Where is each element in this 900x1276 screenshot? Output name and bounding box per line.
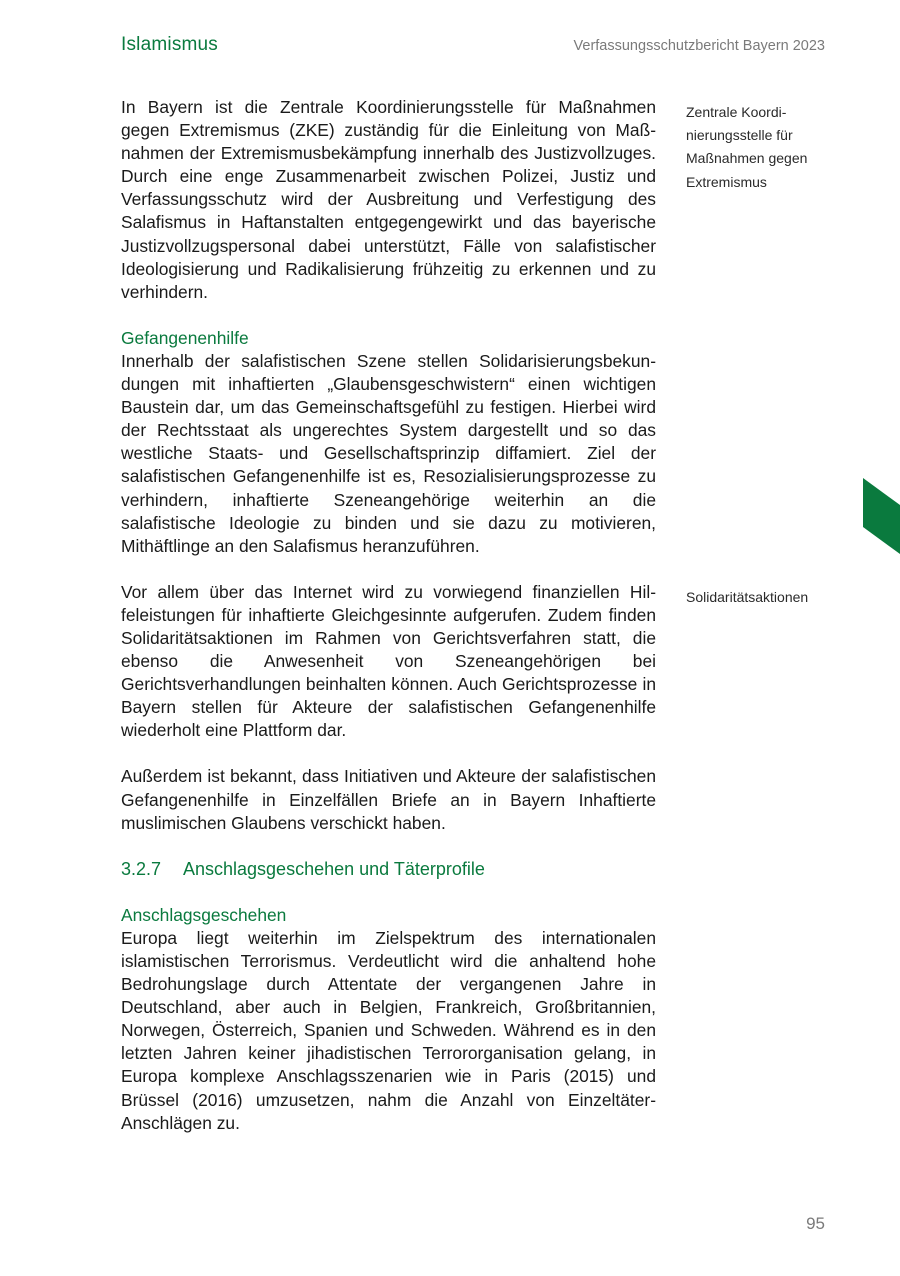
margin-note-zke: Zentrale Koordi- nierungsstelle für Maßnahmen gegen Extremismus bbox=[686, 104, 808, 190]
paragraph-zke: In Bayern ist die Zentrale Koordinierungsstelle für Maßnahmen gegen Extremismus (ZKE) zuständig für die Einleitung von Maßnahmen der Extremismusbekämpfung innerhalb des Justizvollzuges. Durch eine enge Zusammenarbeit zwischen Polizei, Justiz und Verfassungsschutz wird der Ausbreitung und Verfestigung des Salafismus in Haftanstalten entgegengewirkt und das bayerische Justizvollzugspersonal dabei unterstützt, Fälle von salafistischer Ideologisierung und Radikalisierung frühzeitig zu erkennen und zu verhindern. bbox=[121, 97, 656, 302]
margin-note-solidaritaetsaktionen: Solidaritätsaktionen bbox=[686, 589, 809, 605]
paragraph-europa: Europa liegt weiterhin im Zielspektrum des internationalen islamistischen Terrorismus. Verdeutlicht wird die anhaltend hohe Bedrohungslage durch Attentate der vergangenen Jahre in Deutschland, aber auch in Belgien, Frankreich, Großbritannien, Norwegen, Österreich, Spanien und Schweden. Während es in den letzten Jahren keiner jihadistischen Terrororganisation gelang, in Europa komplexe Anschlagsszenarien wie in Paris (2015) und Brüssel (2016) umzusetzen, nahm die Anzahl von Einzeltäter-Anschlägen zu. bbox=[121, 927, 656, 1133]
subheading-anschlagsgeschehen: Anschlagsgeschehen bbox=[121, 904, 287, 925]
chapter-tab-marker bbox=[863, 478, 900, 554]
main-text-column bbox=[121, 96, 656, 1135]
subheading-gefangenenhilfe: Gefangenenhilfe bbox=[121, 327, 249, 348]
running-header-report-title: Verfassungsschutzbericht Bayern 2023 bbox=[573, 38, 825, 54]
paragraph-gefangenenhilfe: Innerhalb der salafistischen Szene stellen Solidarisierungsbekundungen mit inhaftierten „Glaubensgeschwistern“ einen wichtigen Baustein dar, um das Gemeinschaftsgefühl zu festigen. Hierbei wird der Rechtsstaat als ungerechtes System dargestellt und so das westliche Staats- und Gesellschaftsprinzip diffamiert. Ziel der salafistischen Gefangenenhilfe ist es, Resozialisierungsprozesse zu verhindern, inhaftierte Szeneangehörige weiterhin an die salafistische Ideologie zu binden und sie dazu zu motivieren, Mithäftlinge an den Salafismus heranzuführen. bbox=[121, 350, 656, 556]
section-title: Anschlagsgeschehen und Täterprofile bbox=[183, 858, 485, 879]
running-header-section: Islamismus bbox=[121, 34, 219, 55]
paragraph-internet: Vor allem über das Internet wird zu vorwiegend finanziellen Hilfeleistungen für inhaftierte Gleichgesinnte aufgerufen. Zudem finden Solidaritätsaktionen im Rahmen von Gerichtsverfahren statt, die ebenso die Anwesenheit von Szeneangehörigen bei Gerichtsverhandlungen beinhalten können. Auch Gerichtsprozesse in Bayern stellen für Akteure der salafistischen Gefangenenhilfe wiederholt eine Plattform dar. bbox=[121, 581, 656, 741]
section-heading-327 bbox=[121, 858, 656, 881]
paragraph-briefe: Außerdem ist bekannt, dass Initiativen und Akteure der salafistischen Gefangenenhilfe in Einzelfällen Briefe an in Bayern Inhaftierte muslimischen Glaubens verschickt haben. bbox=[121, 766, 656, 833]
section-number: 3.2.7 bbox=[121, 858, 162, 879]
page-number: 95 bbox=[806, 1214, 825, 1233]
